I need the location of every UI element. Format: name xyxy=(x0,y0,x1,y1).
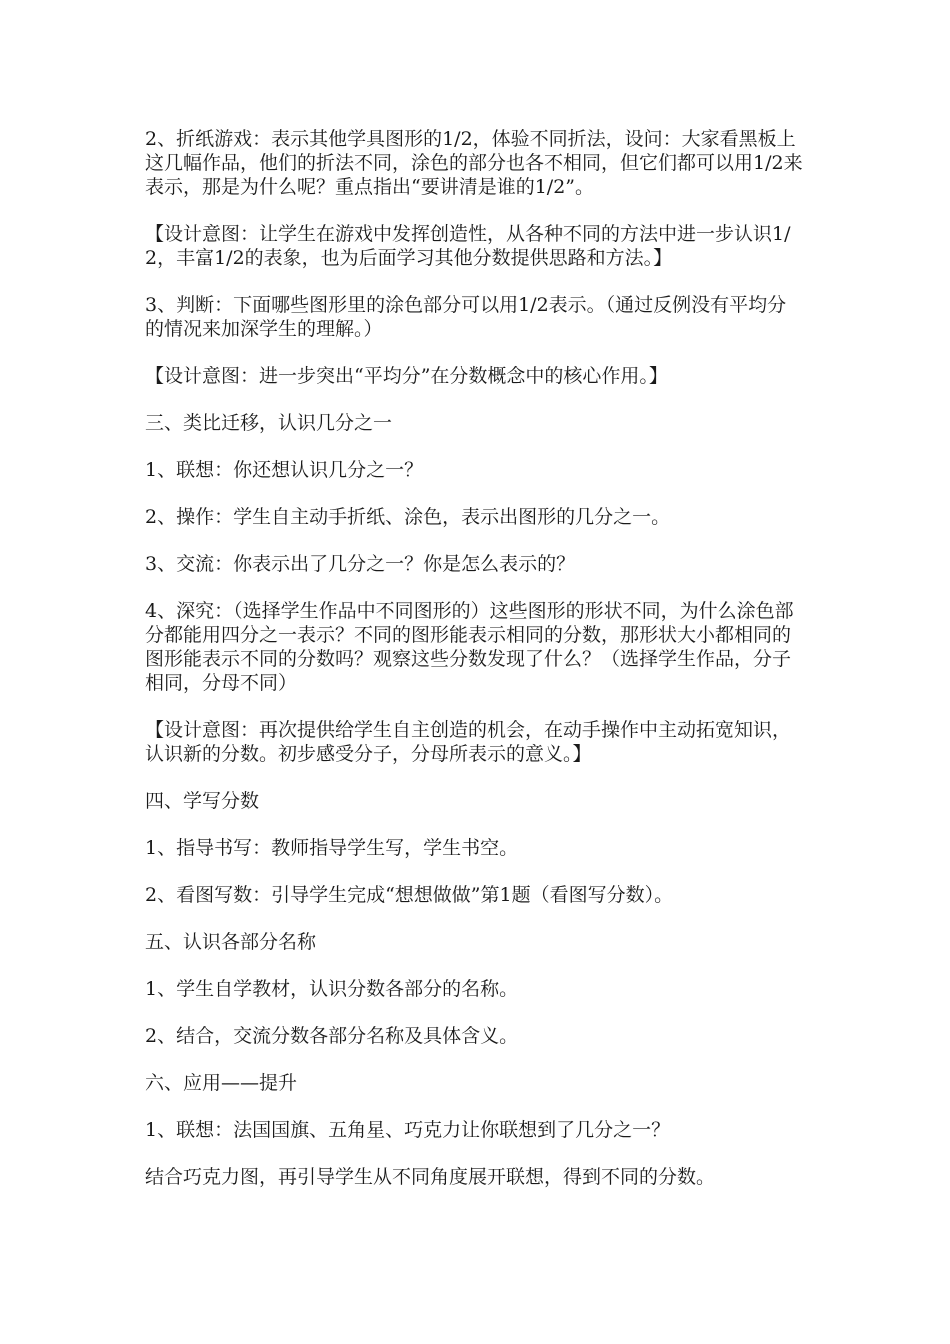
section-heading-6: 六、应用——提升 xyxy=(145,1072,298,1094)
paragraph-judgement: 3、判断：下面哪些图形里的涂色部分可以用1/2表示。（通过反例没有平均分的情况来加深学生的理解。） xyxy=(145,294,787,340)
paragraph-exchange: 3、交流：你表示出了几分之一？你是怎么表示的？ xyxy=(145,553,576,575)
paragraph-inquiry: 4、深究：（选择学生作品中不同图形的）这些图形的形状不同，为什么涂色部分都能用四分之一表示？不同的图形能表示相同的分数，那形状大小都相同的图形能表示不同的分数吗？观察这些分数发现了什么？（选择学生作品，分子相同，分母不同） xyxy=(145,600,794,694)
paragraph-design-intent-1: 【设计意图：让学生在游戏中发挥创造性，从各种不同的方法中进一步认识1/2，丰富1/2的表象，也为后面学习其他分数提供思路和方法。】 xyxy=(145,223,791,269)
paragraph-combine-exchange: 2、结合，交流分数各部分名称及具体含义。 xyxy=(145,1025,519,1047)
paragraph-picture-writing: 2、看图写数：引导学生完成“想想做做”第1题（看图写分数）。 xyxy=(145,884,674,906)
paragraph-operation: 2、操作：学生自主动手折纸、涂色，表示出图形的几分之一。 xyxy=(145,506,671,528)
paragraph-flag-star-chocolate: 1、联想：法国国旗、五角星、巧克力让你联想到了几分之一？ xyxy=(145,1119,671,1141)
paragraph-design-intent-2: 【设计意图：进一步突出“平均分”在分数概念中的核心作用。】 xyxy=(145,365,668,387)
section-heading-3: 三、类比迁移，认识几分之一 xyxy=(145,412,393,434)
paragraph-chocolate-association: 结合巧克力图，再引导学生从不同角度展开联想，得到不同的分数。 xyxy=(145,1166,716,1188)
section-heading-5: 五、认识各部分名称 xyxy=(145,931,317,953)
paragraph-folding-game: 2、折纸游戏：表示其他学具图形的1/2，体验不同折法，设问：大家看黑板上这几幅作品，他们的折法不同，涂色的部分也各不相同，但它们都可以用1/2来表示，那是为什么呢？重点指出“要讲清是谁的1/2”。 xyxy=(145,128,803,198)
paragraph-self-study: 1、学生自学教材，认识分数各部分的名称。 xyxy=(145,978,519,1000)
section-heading-4: 四、学写分数 xyxy=(145,790,260,812)
paragraph-writing-guidance: 1、指导书写：教师指导学生写，学生书空。 xyxy=(145,837,519,859)
document-page xyxy=(145,127,805,1212)
paragraph-association: 1、联想：你还想认识几分之一？ xyxy=(145,459,424,481)
paragraph-design-intent-3: 【设计意图：再次提供给学生自主创造的机会，在动手操作中主动拓宽知识，认识新的分数。初步感受分子，分母所表示的意义。】 xyxy=(145,719,792,765)
